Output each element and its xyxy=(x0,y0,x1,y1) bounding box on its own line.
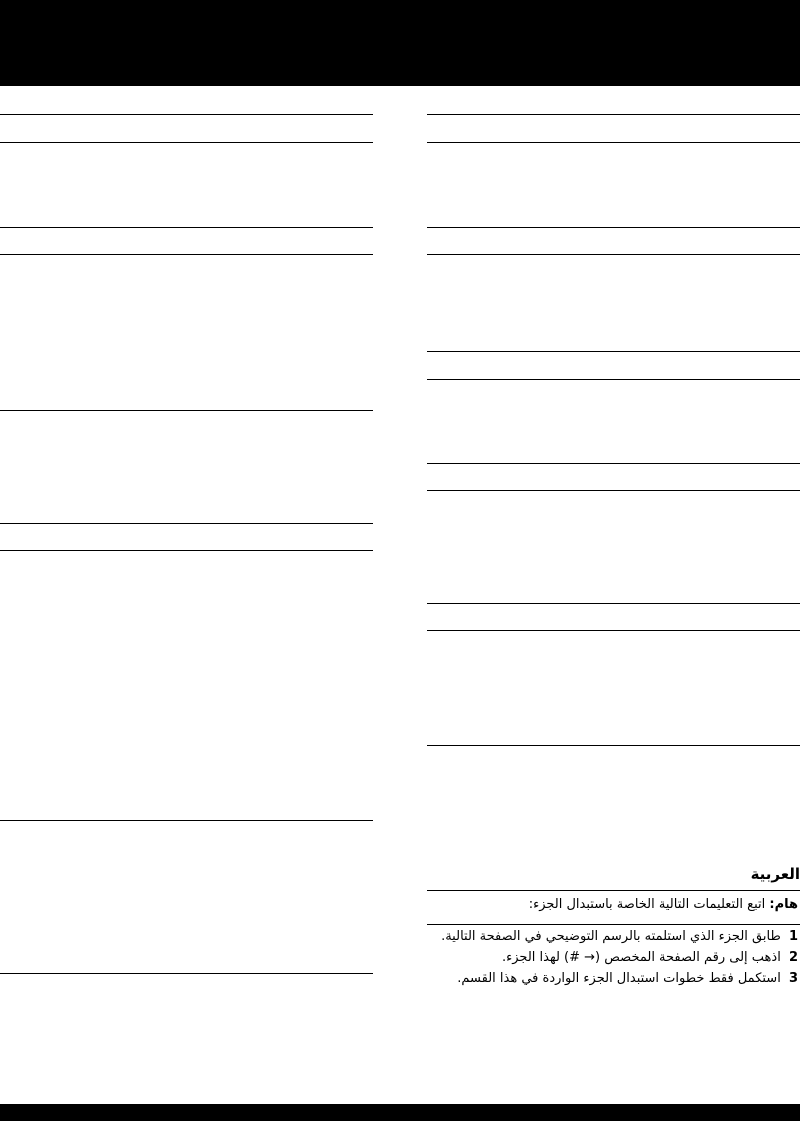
divider xyxy=(427,142,800,143)
divider xyxy=(427,603,800,604)
divider xyxy=(427,890,800,891)
step-number: 1 xyxy=(788,929,798,944)
divider xyxy=(427,114,800,115)
divider xyxy=(0,523,373,524)
list-item xyxy=(378,950,798,966)
divider xyxy=(427,351,800,352)
divider xyxy=(427,227,800,228)
step-text: طابق الجزء الذي استلمته بالرسم التوضيحي في الصفحة التالية. xyxy=(441,929,781,944)
list-item xyxy=(378,971,798,987)
divider xyxy=(0,114,373,115)
divider xyxy=(427,490,800,491)
divider xyxy=(427,254,800,255)
divider xyxy=(0,820,373,821)
divider xyxy=(0,973,373,974)
divider xyxy=(0,227,373,228)
divider xyxy=(427,379,800,380)
list-item xyxy=(378,929,798,945)
step-text: استكمل فقط خطوات استبدال الجزء الواردة في هذا القسم. xyxy=(457,971,781,986)
step-text: اذهب إلى رقم الصفحة المخصص (→ #) لهذا الجزء. xyxy=(502,950,781,965)
important-label: هام: xyxy=(769,897,798,912)
divider xyxy=(427,745,800,746)
divider xyxy=(0,410,373,411)
footer-bar xyxy=(0,1104,800,1121)
important-note xyxy=(398,897,798,913)
step-number: 3 xyxy=(788,971,798,986)
divider xyxy=(0,550,373,551)
divider xyxy=(0,254,373,255)
step-number: 2 xyxy=(788,950,798,965)
divider xyxy=(427,630,800,631)
divider xyxy=(427,463,800,464)
header-bar xyxy=(0,0,800,86)
divider xyxy=(427,924,800,925)
important-text: اتبع التعليمات التالية الخاصة باستبدال الجزء: xyxy=(528,897,766,912)
divider xyxy=(0,142,373,143)
section-heading: العربية xyxy=(750,865,800,883)
